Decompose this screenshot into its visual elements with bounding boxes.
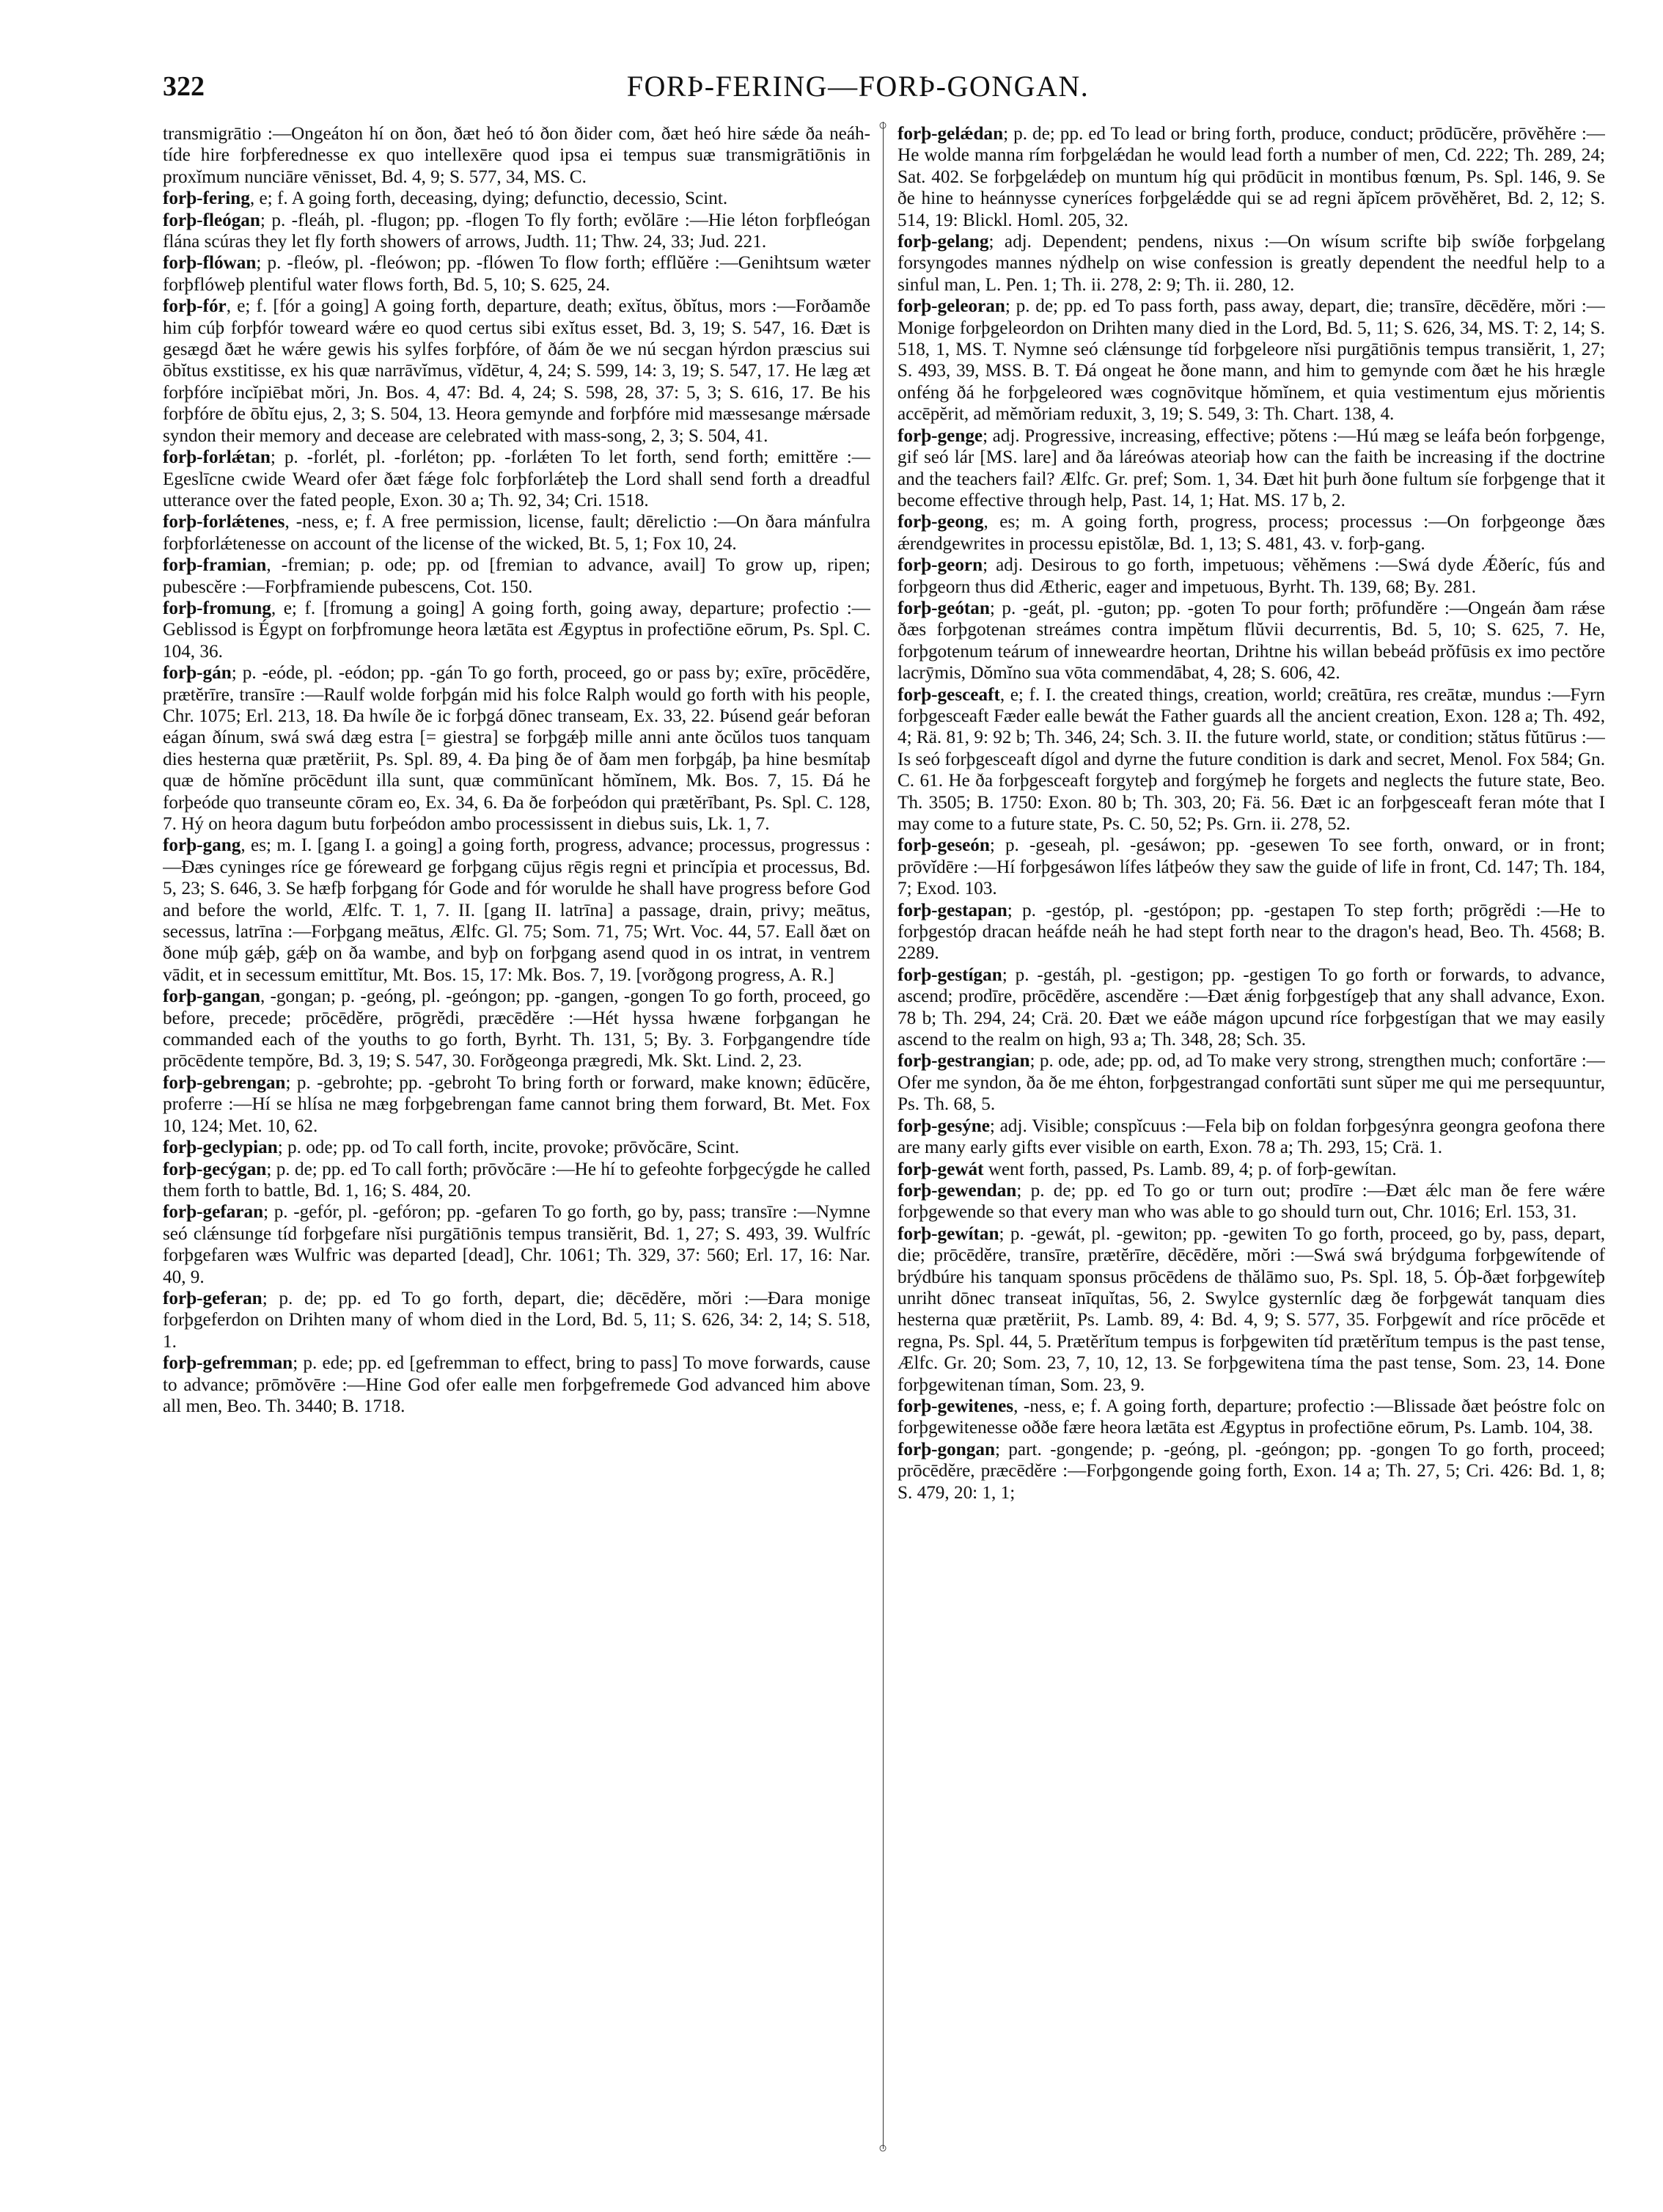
dictionary-entry — [897, 425, 1605, 512]
dictionary-entry — [163, 598, 870, 662]
entry-headword: forþ-gecýgan — [163, 1159, 267, 1179]
entry-definition: ; p. -eóde, pl. -eódon; pp. -gán To go forth, proceed, go or pass by; exīre, prōcēdĕre, prætĕrīre, transīre :—Raulf wolde forþgán mid his folce Ralph would go forth with his people, Chr. 1075; Erl. 213, 18. Ða hwíle ðe ic forþgá dōnec transeam, Ex. 33, 22. Þúsend geár beforan eágan ðínum, swá swá dæg estra [= giestra] se forþgǽþ mille anni ante ŏcŭlos tuos tanquam dies hesterna quæ prætĕriit, Ps. Spl. 89, 4. Ða þing ðe of ðam men forþgáþ, þa hine besmítaþ quæ de hŏmĭne prōcēdunt illa sunt, quæ commūnĭcant hŏmĭnem, Mk. Bos. 7, 15. Ðá he forþeóde quo transeunte cōram eo, Ex. 34, 6. Ða ðe forþeódon qui prætĕrībant, Ps. Spl. C. 128, 7. Hý on heora dagum butu forþeódon ambo processissent in diebus suis, Lk. 1, 7. — [163, 663, 870, 834]
dictionary-entry — [163, 1159, 870, 1202]
entry-definition: ; p. -gefór, pl. -gefóron; pp. -gefaren To go forth, go by, pass; transīre :—Nymne seó clǽnsunge tíd forþgefare nĭsi purgātiōnis tempus transiĕrit, Bd. 1, 27; S. 493, 39. Wulfríc forþgefaren wæs Wulfric was departed [dead], Chr. 1061; Th. 329, 37: 560; Erl. 17, 16: Nar. 40, 9. — [163, 1202, 870, 1287]
entry-headword: forþ-geong — [897, 512, 984, 532]
entry-definition: , e; f. [fór a going] A going forth, departure, death; exĭtus, ŏbĭtus, mors :—Forðamðe him cúþ forþfór toweard wǽre eo quod certus sibi exĭtus esset, Bd. 3, 19; S. 547, 16. Ðæt is gesægd ðæt he wǽre gewis his sylfes forþfóre, of ðám ðe we nú secgan hýrdon præscius sui ōbĭtus exstitisse, ex his quæ narrāvĭmus, vĭdētur, 4, 24; S. 599, 14: 3, 19; S. 547, 17. He læg æt forþfóre incĭpiēbat mŏri, Jn. Bos. 4, 47: Bd. 4, 24; S. 598, 28, 37: 5, 3; S. 616, 17. Be his forþfóre de ōbĭtu ejus, 2, 3; S. 504, 13. Heora gemynde and forþfóre mid mæssesange mǽrsade syndon their memory and decease are celebrated with mass-song, 2, 3; S. 504, 41. — [163, 296, 870, 446]
entry-definition: ; p. -gewát, pl. -gewiton; pp. -gewiten To go forth, proceed, go by, pass, depart, die; prōcēdĕre, transīre, prætĕrīre, dēcēdĕre, mŏri :—Swá swá brýdguma forþgewítende of brýdbúre his tanquam sponsus prōcēdens de thălāmo suo, Ps. Spl. 18, 5. Óþ-ðæt forþgewíteþ unriht dōnec transeat inīquĭtas, 56, 2. Swylce gysternlíc dæg ðe forþgewát tanquam dies hesterna quæ prætĕriit, Ps. Lamb. 89, 4: Bd. 4, 9; S. 577, 35. Forþgewít and ríce prōcēde et regna, Ps. Spl. 44, 5. Prætĕrĭtum tempus is forþgewiten tíd prætĕrĭtum tempus is the past tense, Ælfc. Gr. 20; Som. 23, 7, 10, 12, 13. Se forþgewitena tíma the past tense, Som. 23, 14. Ðone forþgewitenan tíman, Som. 23, 9. — [897, 1223, 1605, 1395]
entry-headword: forþ-framian — [163, 555, 267, 576]
entry-headword: forþ-gangan — [163, 986, 260, 1007]
entry-headword: forþ-gesceaft — [897, 684, 1000, 705]
entry-definition: ; adj. Desirous to go forth, impetuous; vĕhĕmens :—Swá dyde Ǽðeríc, fús and forþgeorn thus did Ætheric, eager and impetuous, Byrht. Th. 139, 68; By. 281. — [897, 555, 1605, 597]
entry-headword: forþ-gestígan — [897, 964, 1002, 985]
right-column — [897, 123, 1605, 2147]
dictionary-entry — [897, 1180, 1605, 1223]
left-column — [163, 123, 870, 2147]
entry-definition: ; p. ode; pp. od To call forth, incite, provoke; prōvŏcāre, Scint. — [277, 1138, 740, 1158]
entry-definition: , es; m. I. [gang I. a going] a going forth, progress, advance; processus, progressus :—Ðæs cyninges ríce ge fóreweard ge forþgang cūjus rēgis regni et princĭpia et processus, Bd. 5, 23; S. 646, 3. Se hæfþ forþgang fór Gode and fór worulde he shall have progress before God and before the world, Ælfc. T. 1, 7. II. [gang II. latrīna] a passage, drain, privy; meātus, secessus, latrīna :—Forþgang meātus, Ælfc. Gl. 75; Som. 71, 75; Wrt. Voc. 44, 57. Eall ðæt on ðone múþ gǽþ, gǽþ on ða wambe, and byþ on forþgang asend quod in os intrat, in ventrem vādit, et in secessum emittĭtur, Mt. Bos. 15, 17: Mk. Bos. 7, 19. [vorðgong progress, A. R.] — [163, 835, 870, 985]
entry-headword: forþ-fleógan — [163, 210, 260, 230]
entry-definition: , e; f. A going forth, deceasing, dying; defunctio, decessio, Scint. — [249, 188, 728, 209]
entry-definition: ; p. -gestóp, pl. -gestópon; pp. -gestapen To step forth; prōgrĕdi :—He to forþgestóp dracan heáfde neáh he had stept forth near to the dragon's head, Beo. Th. 4568; B. 2289. — [897, 900, 1605, 964]
entry-headword: forþ-gelang — [897, 232, 989, 252]
entry-definition: ; part. -gongende; p. -geóng, pl. -geóngon; pp. -gongen To go forth, proceed; prōcēdĕre, præcēdĕre :—Forþgongende going forth, Exon. 14 a; Th. 27, 5; Cri. 426: Bd. 1, 8; S. 479, 20: 1, 1; — [897, 1439, 1605, 1503]
dictionary-entry — [163, 554, 870, 598]
entry-definition: , e; f. I. the created things, creation, world; creātūra, res creātæ, mundus :—Fyrn forþgesceaft Fæder ealle bewát the Father guards all the ancient creation, Exon. 128 a; Th. 492, 4; Rä. 81, 9: 92 b; Th. 346, 24; Sch. 3. II. the future world, state, or condition; stătus fŭtūrus :—Is seó forþgesceaft dígol and dyrne the future condition is dark and secret, Menol. Fox 584; Gn. C. 61. He ða forþgesceaft forgyteþ and forgýmeþ he forgets and neglects the future state, Beo. Th. 3505; B. 1750: Exon. 80 b; Th. 303, 20; Fä. 56. Ðæt ic an forþgesceaft feran móte that I may come to a future state, Ps. C. 50, 52; Ps. Grn. ii. 278, 52. — [897, 684, 1605, 834]
entry-headword: forþ-forlǽtan — [163, 447, 271, 468]
entry-headword: forþ-gestapan — [897, 900, 1007, 920]
dictionary-entry — [163, 1352, 870, 1417]
dictionary-entry — [897, 296, 1605, 425]
dictionary-entry — [163, 835, 870, 986]
dictionary-entry — [897, 123, 1605, 231]
entry-definition: ; p. de; pp. ed To go or turn out; prodīre :—Ðæt ǽlc man ðe fere wǽre forþgewende so that every man who was able to go should turn out, Chr. 1016; Erl. 153, 31. — [897, 1180, 1605, 1223]
entry-headword: forþ-flówan — [163, 253, 257, 274]
dictionary-entry — [163, 1201, 870, 1288]
entry-headword: forþ-geleoran — [897, 296, 1005, 317]
entry-definition: ; p. de; pp. ed To pass forth, pass away, depart, die; transīre, dēcēdĕre, mŏri :—Monige forþgeleordon on Drihten many died in the Lord, Bd. 5, 11; S. 626, 34, MS. T: 2, 14; S. 518, 1, MS. T. Nymne seó clǽnsunge tíd forþgeleore nĭsi purgātiōnis tempus transiĕrit, 1, 27; S. 493, 39, MSS. B. T. Ðá ongeat he ðone mann, and him to gemynde com ðæt he his hrægle onféng ðá he forþgeleored wæs cognōvitque hŏmĭnem, et quia vestimentum ejus mŏrientis accēpĕrit, ad mĕmŏriam reduxit, 3, 19; S. 549, 3: Th. Chart. 138, 4. — [897, 296, 1605, 425]
entry-definition: ; p. -geát, pl. -guton; pp. -goten To pour forth; prōfundĕre :—Ongeán ðam rǽse ðæs forþgotenan streámes contra impĕtum flŭvii decurrentis, Bd. 5, 10; S. 625, 7. He, forþgotenum teárum of inneweardre heortan, Drihtne his willan bebeád prŏfūsis ex imo pectŏre lacrȳmis, Dŏmĭno sua vōta commendābat, 4, 28; S. 606, 42. — [897, 598, 1605, 684]
entry-headword: forþ-gán — [163, 663, 232, 684]
entry-definition: , es; m. A going forth, progress, process; processus :—On forþgeonge ðæs ǽrendgewrites in processu epistŏlæ, Bd. 1, 13; S. 481, 43. v. forþ-gang. — [897, 512, 1605, 554]
entry-definition: ; p. -gebrohte; pp. -gebroht To bring forth or forward, make known; ēdūcĕre, proferre :—Hí se hlísa ne mæg forþgebrengan fame cannot bring them forward, Bt. Met. Fox 10, 124; Met. 10, 62. — [163, 1072, 870, 1136]
entry-definition: ; p. -forlét, pl. -forléton; pp. -forlǽten To let forth, send forth; emittĕre :—Egeslīcne cwide Weard ofer ðæt fǽge folc forþforlǽteþ the Lord shall send forth a dreadful utterance over the fated people, Exon. 30 a; Th. 92, 34; Cri. 1518. — [163, 447, 870, 510]
dictionary-entry — [163, 123, 870, 188]
entry-headword: forþ-gebrengan — [163, 1072, 286, 1093]
entry-headword: forþ-gestrangian — [897, 1051, 1030, 1072]
entry-definition: , -ness, e; f. A free permission, license, fault; dērelictio :—On ðara mánfulra forþforlǽtenesse on account of the license of the wicked, Bt. 5, 1; Fox 10, 24. — [163, 512, 870, 554]
dictionary-entry — [897, 1439, 1605, 1504]
entry-headword: forþ-geseón — [897, 835, 990, 856]
dictionary-entry — [163, 662, 870, 835]
entry-definition: ; p. -fleáh, pl. -flugon; pp. -flogen To fly forth; evŏlāre :—Hie léton forþfleógan flána scúras they let fly forth showers of arrows, Judth. 11; Thw. 24, 33; Jud. 221. — [163, 210, 870, 252]
dictionary-entry — [897, 554, 1605, 598]
entry-definition: , e; f. [fromung a going] A going forth, going away, departure; profectio :—Geblissod is Égypt on forþfromunge heora lætāta est Ægyptus in profectiōne eōrum, Ps. Spl. C. 104, 36. — [163, 598, 870, 662]
entry-headword: forþ-georn — [897, 555, 983, 576]
dictionary-entry — [163, 210, 870, 253]
dictionary-entry — [897, 1159, 1605, 1180]
entry-definition: , -fremian; p. ode; pp. od [fremian to advance, avail] To grow up, ripen; pubescĕre :—Forþframiende pubescens, Cot. 150. — [163, 555, 870, 597]
entry-headword: forþ-gewát — [897, 1159, 984, 1179]
entry-definition: ; adj. Progressive, increasing, effective; pŏtens :—Hú mæg se leáfa beón forþgenge, gif seó lár [MS. lare] and ða láreówas ateoriaþ how can the faith be increasing if the doctrine and the teachers fail? Ælfc. Gr. pref; Som. 1, 34. Ðæt hit þurh ðone fultum síe forþgenge that it become effective through help, Past. 14, 1; Hat. MS. 17 b, 2. — [897, 425, 1605, 510]
entry-definition: went forth, passed, Ps. Lamb. 89, 4; p. of forþ-gewítan. — [983, 1159, 1397, 1179]
entry-headword: forþ-fromung — [163, 598, 271, 618]
entry-headword: forþ-gelǽdan — [897, 124, 1004, 144]
entry-headword: forþ-gefaran — [163, 1202, 264, 1223]
entry-definition: ; p. ede; pp. ed [gefremman to effect, bring to pass] To move forwards, cause to advance; prōmŏvēre :—Hine God ofer ealle men forþgefremede God advanced him above all men, Beo. Th. 3440; B. 1718. — [163, 1353, 870, 1416]
dictionary-entry — [897, 900, 1605, 964]
entry-definition: ; p. ode, ade; pp. od, ad To make very strong, strengthen much; confortāre :—Ofer me syndon, ða ðe me éhton, forþgestrangad confortāti sunt sŭper me qui me persequuntur, Ps. Th. 68, 5. — [897, 1051, 1605, 1115]
entry-headword: forþ-gefremman — [163, 1353, 293, 1374]
entry-headword: forþ-geótan — [897, 598, 990, 618]
entry-headword: forþ-forlǽtenes — [163, 512, 285, 532]
running-head: FORÞ-FERING—FORÞ-GONGAN. — [626, 70, 1090, 103]
entry-definition: , -gongan; p. -geóng, pl. -geóngon; pp. -gangen, -gongen To go forth, proceed, go before, precede; prōcēdĕre, prōgrĕdi, præcēdĕre :—Hét hyssa hwæne forþgangan he commanded each of the youths to go forth, Byrht. Th. 131, 5; By. 3. Forþgangendre tíde prōcēdente tempŏre, Bd. 3, 19; S. 547, 30. Forðgeonga prægredi, Mk. Skt. Lind. 2, 23. — [163, 986, 870, 1072]
dictionary-entry — [897, 231, 1605, 296]
entry-definition: , -ness, e; f. A going forth, departure; profectio :—Blissade ðæt þeóstre folc on forþgewitenesse oððe fære heora lætāta est Ægyptus in profectiōne eōrum, Ps. Lamb. 104, 38. — [897, 1396, 1605, 1438]
dictionary-entry — [163, 1288, 870, 1352]
entry-definition: ; adj. Visible; conspĭcuus :—Fela biþ on foldan forþgesýnra geongra geofona there are many early gifts ever visible on earth, Exon. 78 a; Th. 293, 15; Crä. 1. — [897, 1116, 1605, 1158]
dictionary-entry — [897, 511, 1605, 554]
dictionary-entry — [897, 598, 1605, 684]
dictionary-entry — [897, 1050, 1605, 1115]
dictionary-entry — [163, 252, 870, 296]
entry-definition: ; adj. Dependent; pendens, nixus :—On wísum scrifte biþ swíðe forþgelang forsyngodes mannes nýdhelp on wise confession is greatly dependent the needful help to a sinful man, L. Pen. 1; Th. ii. 278, 2: 9; Th. ii. 280, 12. — [897, 232, 1605, 295]
dictionary-entry — [897, 1223, 1605, 1396]
page-header — [163, 65, 1553, 111]
entry-headword: forþ-fering — [163, 188, 250, 209]
divider-ornament-top-icon: ○ — [878, 117, 888, 133]
column-divider — [883, 122, 884, 2149]
dictionary-entry — [163, 1072, 870, 1137]
entry-headword: forþ-genge — [897, 425, 983, 446]
dictionary-entry — [163, 447, 870, 511]
dictionary-entry — [897, 1116, 1605, 1159]
dictionary-entry — [897, 835, 1605, 899]
page-number: 322 — [163, 71, 205, 102]
entry-headword: forþ-gewitenes — [897, 1396, 1014, 1416]
entry-headword: forþ-fór — [163, 296, 227, 317]
entry-headword: forþ-geferan — [163, 1288, 263, 1308]
entry-headword: forþ-gewítan — [897, 1223, 999, 1244]
entry-definition: ; p. de; pp. ed To call forth; prōvŏcāre :—He hí to gefeohte forþgecýgde he called them forth to battle, Bd. 1, 16; S. 484, 20. — [163, 1159, 870, 1201]
dictionary-entry — [897, 684, 1605, 835]
entry-headword: forþ-gang — [163, 835, 241, 856]
entry-definition: ; p. -geseah, pl. -gesáwon; pp. -gesewen To see forth, onward, or in front; prōvĭdēre :—Hí forþgesáwon lífes látþeów they saw the guide of life in front, Cd. 147; Th. 184, 7; Exod. 103. — [897, 835, 1605, 899]
entry-definition: transmigrātio :—Ongeáton hí on ðon, ðæt heó tó ðon ðider com, ðæt heó hire sǽde ða neáh-tíde hire forþferednesse ex quo intellexēre quod ipsa ei tempus suæ transmigrātiōnis in proxĭmum nunciāre vēnisset, Bd. 4, 9; S. 577, 34, MS. C. — [163, 124, 870, 187]
dictionary-entry — [163, 986, 870, 1072]
dictionary-entry — [163, 1137, 870, 1158]
entry-definition: ; p. -fleów, pl. -fleówon; pp. -flówen To flow forth; efflŭĕre :—Genihtsum wæter forþflóweþ plentiful water flows forth, Bd. 5, 10; S. 625, 24. — [163, 253, 870, 295]
entry-definition: ; p. de; pp. ed To lead or bring forth, produce, conduct; prōdūcĕre, prōvĕhĕre :—He wolde manna rím forþgelǽdan he would lead forth a number of men, Cd. 222; Th. 289, 24; Sat. 402. Se forþgelǽdeþ on muntum híg qui prōdūcit in montibus fœnum, Ps. Spl. 146, 9. Se ðe hine to heánnysse cyneríces forþgelǽdde qui se ad regni ăpĭcem prōvĕhĕret, Bd. 2, 12; S. 514, 19: Blickl. Homl. 205, 32. — [897, 124, 1605, 230]
dictionary-entry — [163, 188, 870, 209]
dictionary-entry — [897, 1396, 1605, 1439]
divider-ornament-bottom-icon: ○ — [878, 2140, 888, 2156]
entry-headword: forþ-gesýne — [897, 1116, 990, 1136]
dictionary-entry — [163, 511, 870, 554]
entry-definition: ; p. -gestáh, pl. -gestigon; pp. -gestigen To go forth or forwards, to advance, ascend; prodīre, prōcēdĕre, ascendĕre :—Ðæt ǽnig forþgestígeþ that any shall advance, Exon. 78 b; Th. 294, 24; Crä. 20. Ðæt we eáðe mágon upcund ríce forþgestígan that we may easily ascend to the realm on high, 93 a; Th. 348, 28; Sch. 35. — [897, 964, 1605, 1050]
dictionary-entry — [163, 296, 870, 447]
entry-headword: forþ-gewendan — [897, 1180, 1017, 1201]
dictionary-entry — [897, 964, 1605, 1051]
entry-headword: forþ-geclypian — [163, 1138, 278, 1158]
entry-definition: ; p. de; pp. ed To go forth, depart, die; dēcēdĕre, mŏri :—Ðara monige forþgeferdon on Drihten many of whom died in the Lord, Bd. 5, 11; S. 626, 34: 2, 14; S. 518, 1. — [163, 1288, 870, 1352]
entry-headword: forþ-gongan — [897, 1439, 995, 1460]
